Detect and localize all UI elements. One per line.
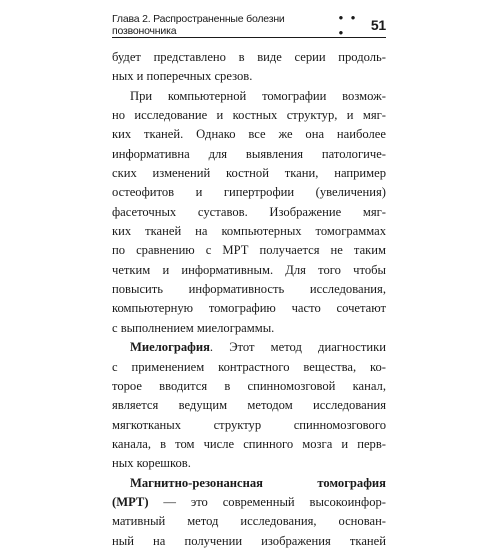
- header-right: [339, 10, 386, 40]
- text-line: но исследование и костных структур, и мяг-: [112, 108, 386, 123]
- text-line: (МРТ) — это современный высокоинфор-: [112, 494, 386, 509]
- term-mri-abbr: (МРТ): [112, 494, 149, 509]
- chapter-title: Глава 2. Распространенные болезни позвоночника: [112, 13, 285, 37]
- text-line: фасеточных суставов. Изображение мяг-: [112, 204, 386, 219]
- text-line: канала, в том числе спинного мозга и перв-: [112, 436, 386, 451]
- page-number: 51: [370, 17, 386, 33]
- book-page: [112, 10, 386, 551]
- text-line: ных корешков.: [112, 456, 191, 471]
- text-line: информативна для выявления патологиче-: [112, 146, 386, 161]
- text-line: с применением контрастного вещества, ко-: [112, 359, 386, 374]
- text-line: ских изменений костной ткани, например: [112, 166, 386, 181]
- text-line: с выполнением миелограммы.: [112, 320, 275, 335]
- text-line: остеофитов и гипертрофии (увеличения): [112, 185, 386, 200]
- running-header: [112, 10, 386, 40]
- text-line: ных и поперечных срезов.: [112, 69, 253, 84]
- text-line: является ведущим методом исследования: [112, 398, 386, 413]
- header-dots: • • •: [338, 10, 358, 40]
- text-line: будет представлено в виде серии продоль-: [112, 50, 386, 64]
- text-line: повысить информативность исследования,: [112, 282, 386, 297]
- text-line: Миелография. Этот метод диагностики: [130, 340, 386, 355]
- text-line: При компьютерной томографии возмож-: [130, 88, 386, 103]
- text-line: мягкотканых структур спинномозгового: [112, 417, 386, 432]
- term-mri: Магнитно-резонансная томография: [130, 475, 386, 490]
- text-line: компьютерную томографию часто сочетают: [112, 301, 386, 316]
- text-line: торое вводится в спинномозговой канал,: [112, 378, 386, 393]
- text-line: четким и информативным. Для того чтобы: [112, 262, 386, 277]
- text-line: ких тканей на компьютерных томограммах: [112, 224, 386, 239]
- text-line: по сравнению с МРТ получается не таким: [112, 243, 386, 258]
- body-text: [112, 48, 386, 551]
- text-line: мативный метод исследования, основан-: [112, 514, 386, 529]
- term-myelography: Миелография: [130, 340, 210, 355]
- text-line: [112, 474, 386, 493]
- text-line: ких тканей. Однако все же она наиболее: [112, 127, 386, 142]
- text-line: ный на получении изображения тканей: [112, 533, 386, 548]
